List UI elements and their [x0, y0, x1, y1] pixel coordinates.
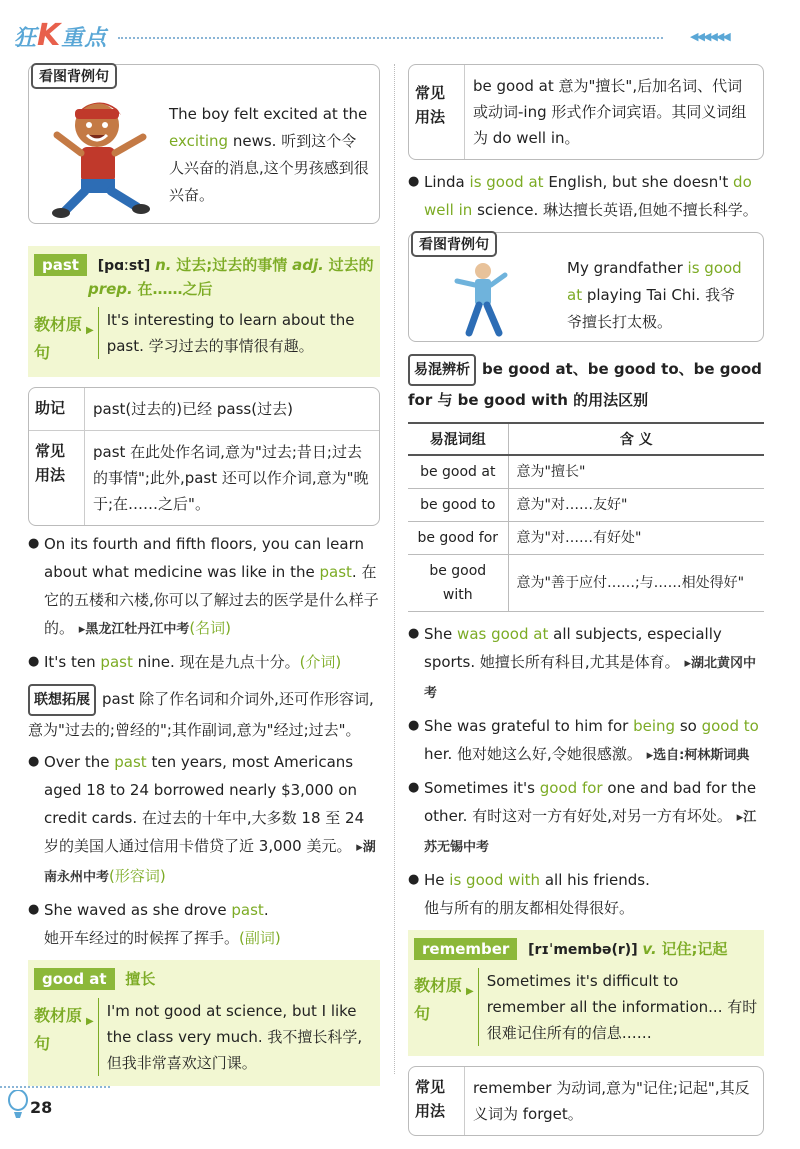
headword-good-at: good at — [34, 968, 115, 990]
usage-card-remember: 常见用法 remember 为动词,意为"记住;记起",其反义词为 forget。 — [408, 1066, 764, 1136]
usage-card-good-at: 常见用法 be good at 意为"擅长",后加名词、代词或动词-ing 形式作介词宾语。其同义词组为 do well in。 — [408, 64, 764, 160]
textbook-sentence-past: 教材原句 ▶ It's interesting to learn about the past. 学习过去的事情很有趣。 — [34, 307, 374, 367]
footer-divider — [0, 1086, 110, 1088]
table-row: be good with 意为"善于应付……;与……相处得好" — [408, 555, 764, 612]
example-sentence: ● It's ten past nine. 现在是九点十分。(介词) — [28, 648, 380, 676]
excited-boy-illustration — [39, 95, 159, 220]
triangle-icon: ▶ — [86, 325, 94, 336]
logo-text-2: 重点 — [61, 26, 108, 51]
header-arrows-icon: ◀◀◀◀◀◀ — [690, 30, 729, 43]
example-sentence: ● She was grateful to him for being so good to her. 他对她这么好,令她很感激。 ▸选自:柯林斯词典 — [408, 712, 764, 770]
book-logo — [14, 18, 107, 53]
confusion-table — [408, 422, 764, 612]
page-number: 28 — [30, 1098, 53, 1117]
textbook-sentence-remember: 教材原句 ▶ Sometimes it's difficult to remember all the information... 有时很难记住所有的信息…… — [414, 968, 758, 1046]
word-entry-good-at: good at 擅长 教材原句 ▶ I'm not good at science, but I like the class very much. 我不擅长科学,但我非常喜欢这门课。 — [28, 960, 380, 1086]
picture-example-tag: 看图背例句 — [411, 231, 497, 257]
usage-card-past: 助记 past(过去的)已经 pass(过去) 常见用法 past 在此处作名词,意为"过去;昔日;过去的事情";此外,past 还可以作介词,意为"晚于;在……之后"。 — [28, 387, 380, 526]
bullet-icon: ● — [408, 872, 420, 887]
bullet-icon: ● — [408, 718, 420, 733]
extension-paragraph: 联想拓展 past 除了作名词和介词外,还可作形容词,意为"过去的;曾经的";其作副词,意为"经过;过去"。 — [28, 684, 380, 744]
picture-example-tag: 看图背例句 — [31, 63, 117, 89]
confusion-heading: 易混辨析 be good at、be good to、be good for 与 be good with 的用法区别 — [408, 354, 764, 414]
picture-example-text: The boy felt excited at the exciting news. 听到这个令人兴奋的消息,这个男孩感到很兴奋。 — [169, 105, 369, 204]
column-divider — [394, 64, 395, 1074]
picture-example-card — [408, 232, 764, 342]
bullet-icon: ● — [28, 654, 40, 669]
picture-example-card — [28, 64, 380, 224]
phonetic-past: [pɑːst] — [97, 258, 151, 274]
headword-past: past — [34, 254, 87, 276]
logo-k: K — [37, 18, 62, 53]
grandfather-tai-chi-illustration — [445, 261, 525, 339]
bullet-icon: ● — [28, 754, 40, 769]
word-entry-remember: remember [rɪˈmembə(r)] v. 记住;记起 教材原句 ▶ Sometimes it's difficult to remember all the information... 有时很难记住所有的信息…… — [408, 930, 764, 1056]
bullet-icon: ● — [28, 536, 40, 551]
table-row: be good at 意为"擅长" — [408, 455, 764, 489]
page-header — [0, 0, 800, 60]
confusion-tag: 易混辨析 — [408, 354, 476, 386]
example-sentence: ● Sometimes it's good for one and bad for the other. 有时这对一方有好处,对另一方有坏处。 ▸江苏无锡中考 — [408, 774, 764, 862]
logo-text-1: 狂 — [14, 26, 38, 51]
table-header-term: 易混词组 — [408, 423, 508, 455]
example-sentence: ● He is good with all his friends. 他与所有的朋友都相处得很好。 — [408, 866, 764, 922]
textbook-sentence-good-at: 教材原句 ▶ I'm not good at science, but I like the class very much. 我不擅长科学,但我非常喜欢这门课。 — [34, 998, 374, 1076]
bullet-icon: ● — [408, 780, 420, 795]
example-sentence: ● On its fourth and fifth floors, you can learn about what medicine was like in the past. 在它的五楼和六楼,你可以了解过去的医学是什么样子的。 ▸黑龙江牡丹江中考(名词) — [28, 530, 380, 644]
table-row: be good to 意为"对……友好" — [408, 489, 764, 522]
example-sentence: ● Over the past ten years, most Americans aged 18 to 24 borrowed nearly $3,000 on credit cards. 在过去的十年中,大多数 18 至 24 岁的美国人通过信用卡借贷了近 3,000 美元。 ▸湖南永州中考(形容词) — [28, 748, 380, 892]
left-column — [28, 64, 380, 1086]
triangle-icon: ▶ — [466, 986, 474, 997]
balloon-icon — [8, 1090, 28, 1120]
table-row: be good for 意为"对……有好处" — [408, 522, 764, 555]
extension-tag: 联想拓展 — [28, 684, 96, 716]
header-divider — [118, 37, 663, 39]
right-column — [408, 64, 764, 1136]
bullet-icon: ● — [408, 174, 420, 189]
bullet-icon: ● — [408, 626, 420, 641]
headword-remember: remember — [414, 938, 517, 960]
triangle-icon: ▶ — [86, 1016, 94, 1027]
table-header-meaning: 含 义 — [508, 423, 764, 455]
bullet-icon: ● — [28, 902, 40, 917]
word-entry-past: past [pɑːst] n. 过去;过去的事情 adj. 过去的 prep. 在……之后 教材原句 ▶ It's interesting to learn about the past. 学习过去的事情很有趣。 — [28, 246, 380, 377]
picture-example-text: My grandfather is good at playing Tai Chi. 我爷爷擅长打太极。 — [567, 259, 742, 331]
example-sentence: ● She was good at all subjects, especially sports. 她擅长所有科目,尤其是体育。 ▸湖北黄冈中考 — [408, 620, 764, 708]
example-sentence: ● She waved as she drove past. 她开车经过的时候挥了挥手。(副词) — [28, 896, 380, 952]
example-sentence: ● Linda is good at English, but she doesn't do well in science. 琳达擅长英语,但她不擅长科学。 — [408, 168, 764, 224]
